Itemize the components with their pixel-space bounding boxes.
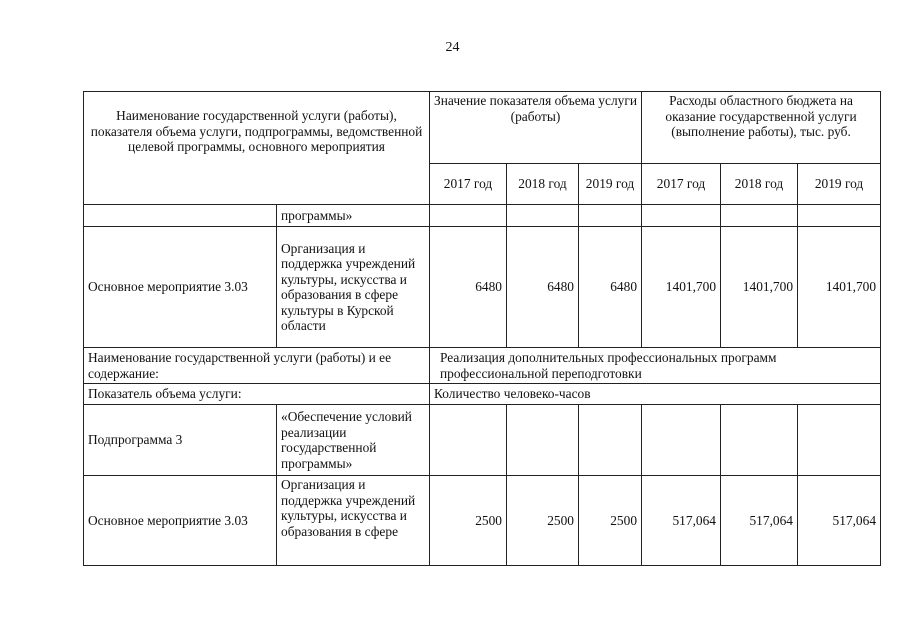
empty-cell — [721, 205, 798, 227]
activity-label: Основное мероприятие 3.03 — [84, 227, 277, 348]
activity-description-text: Организация и поддержка учреждений культуры, искусства и образования в сфере — [281, 477, 416, 539]
volume-value: 6480 — [430, 227, 507, 348]
volume-value: 2500 — [579, 476, 642, 566]
empty-cell — [430, 405, 507, 476]
year-cell: 2018 год — [721, 164, 798, 205]
year-cell: 2018 год — [507, 164, 579, 205]
budget-value: 1401,700 — [798, 227, 881, 348]
volume-value: 2500 — [507, 476, 579, 566]
table-row — [84, 384, 881, 405]
activity-label: Основное мероприятие 3.03 — [84, 476, 277, 566]
continuation-text: программы» — [277, 205, 430, 227]
service-label: Наименование государственной услуги (работы) и ее содержание: — [84, 348, 430, 384]
table-row — [84, 405, 881, 476]
empty-cell — [642, 405, 721, 476]
subprogram-description: «Обеспечение условий реализации государственной программы» — [277, 405, 430, 476]
budget-value: 517,064 — [798, 476, 881, 566]
volume-value: 6480 — [579, 227, 642, 348]
year-cell: 2017 год — [642, 164, 721, 205]
indicator-label: Показатель объема услуги: — [84, 384, 430, 405]
empty-cell — [84, 205, 277, 227]
header-name-column: Наименование государственной услуги (работы), показателя объема услуги, подпрограммы, ведомственной целевой программы, основного мероприятия — [84, 92, 430, 205]
service-value: Реализация дополнительных профессиональных программ профессиональной переподготовки — [430, 348, 881, 384]
empty-cell — [579, 405, 642, 476]
activity-description: Организация и поддержка учреждений культуры, искусства и образования в сфере культуры в Курской области — [277, 227, 430, 348]
table-row — [84, 205, 881, 227]
budget-value: 517,064 — [642, 476, 721, 566]
empty-cell — [642, 205, 721, 227]
header-budget-group: Расходы областного бюджета на оказание государственной услуги (выполнение работы), тыс. руб. — [642, 92, 881, 164]
table-row — [84, 476, 881, 566]
page-number: 24 — [445, 40, 460, 55]
table-row — [84, 227, 881, 348]
subprogram-label: Подпрограмма 3 — [84, 405, 277, 476]
header-volume-group: Значение показателя объема услуги (работы) — [430, 92, 642, 164]
budget-value: 517,064 — [721, 476, 798, 566]
header-row — [84, 92, 881, 164]
empty-cell — [507, 405, 579, 476]
indicator-value: Количество человеко-часов — [430, 384, 881, 405]
empty-cell — [430, 205, 507, 227]
table-row — [84, 348, 881, 384]
empty-cell — [721, 405, 798, 476]
year-cell: 2019 год — [579, 164, 642, 205]
year-cell: 2017 год — [430, 164, 507, 205]
volume-value: 6480 — [507, 227, 579, 348]
empty-cell — [798, 405, 881, 476]
budget-value: 1401,700 — [721, 227, 798, 348]
budget-table — [83, 91, 881, 566]
empty-cell — [507, 205, 579, 227]
volume-value: 2500 — [430, 476, 507, 566]
year-cell: 2019 год — [798, 164, 881, 205]
activity-description — [277, 476, 430, 566]
budget-value: 1401,700 — [642, 227, 721, 348]
empty-cell — [579, 205, 642, 227]
empty-cell — [798, 205, 881, 227]
